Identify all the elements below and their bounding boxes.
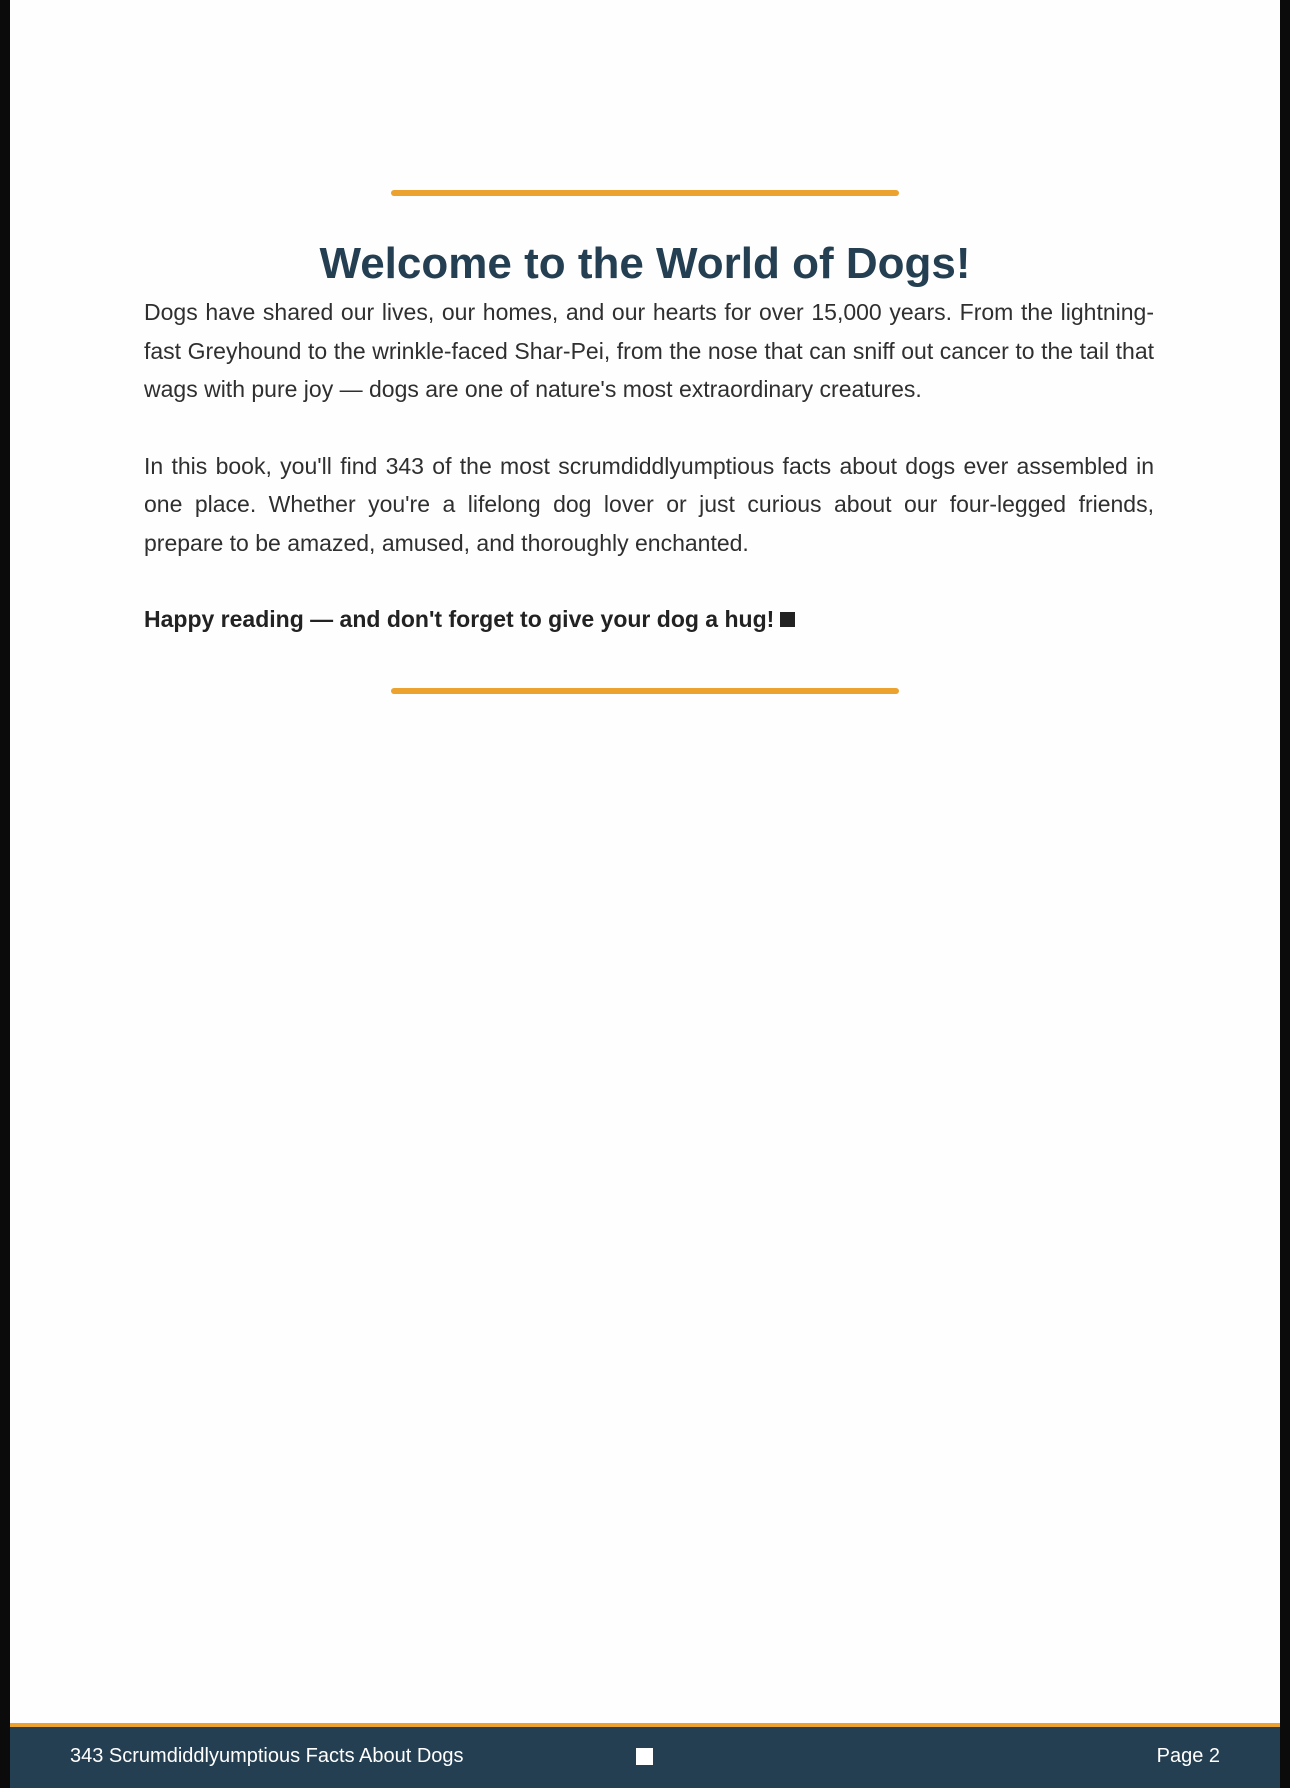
- book-description-paragraph: In this book, you'll find 343 of the most scrumdiddlyumptious facts about dogs ever assembled in one place. Whether you're a lifelong dog lover or just curious about our four-legged friends, prepare to be amazed, amused, and thoroughly enchanted.: [144, 452, 1154, 556]
- white-square-icon: [636, 1748, 653, 1765]
- footer-book-title: 343 Scrumdiddlyumptious Facts About Dogs: [70, 1745, 464, 1767]
- top-accent-rule: [391, 190, 899, 196]
- page-body: [144, 293, 1154, 677]
- intro-paragraph: Dogs have shared our lives, our homes, and our hearts for over 15,000 years. From the lightning-fast Greyhound to the wrinkle-faced Shar-Pei, from the nose that can sniff out cancer to the tail that wags with pure joy — dogs are one of nature's most extraordinary creatures.: [144, 299, 1154, 402]
- page-footer: [10, 1723, 1280, 1788]
- closing-text: Happy reading — and don't forget to give your dog a hug!: [144, 606, 775, 632]
- footer-page-number: Page 2: [1156, 1745, 1220, 1767]
- black-square-icon: [780, 612, 795, 627]
- book-page: [10, 0, 1280, 1788]
- page-title: Welcome to the World of Dogs!: [319, 239, 971, 288]
- closing-line: [144, 600, 1154, 639]
- bottom-accent-rule: [391, 688, 899, 694]
